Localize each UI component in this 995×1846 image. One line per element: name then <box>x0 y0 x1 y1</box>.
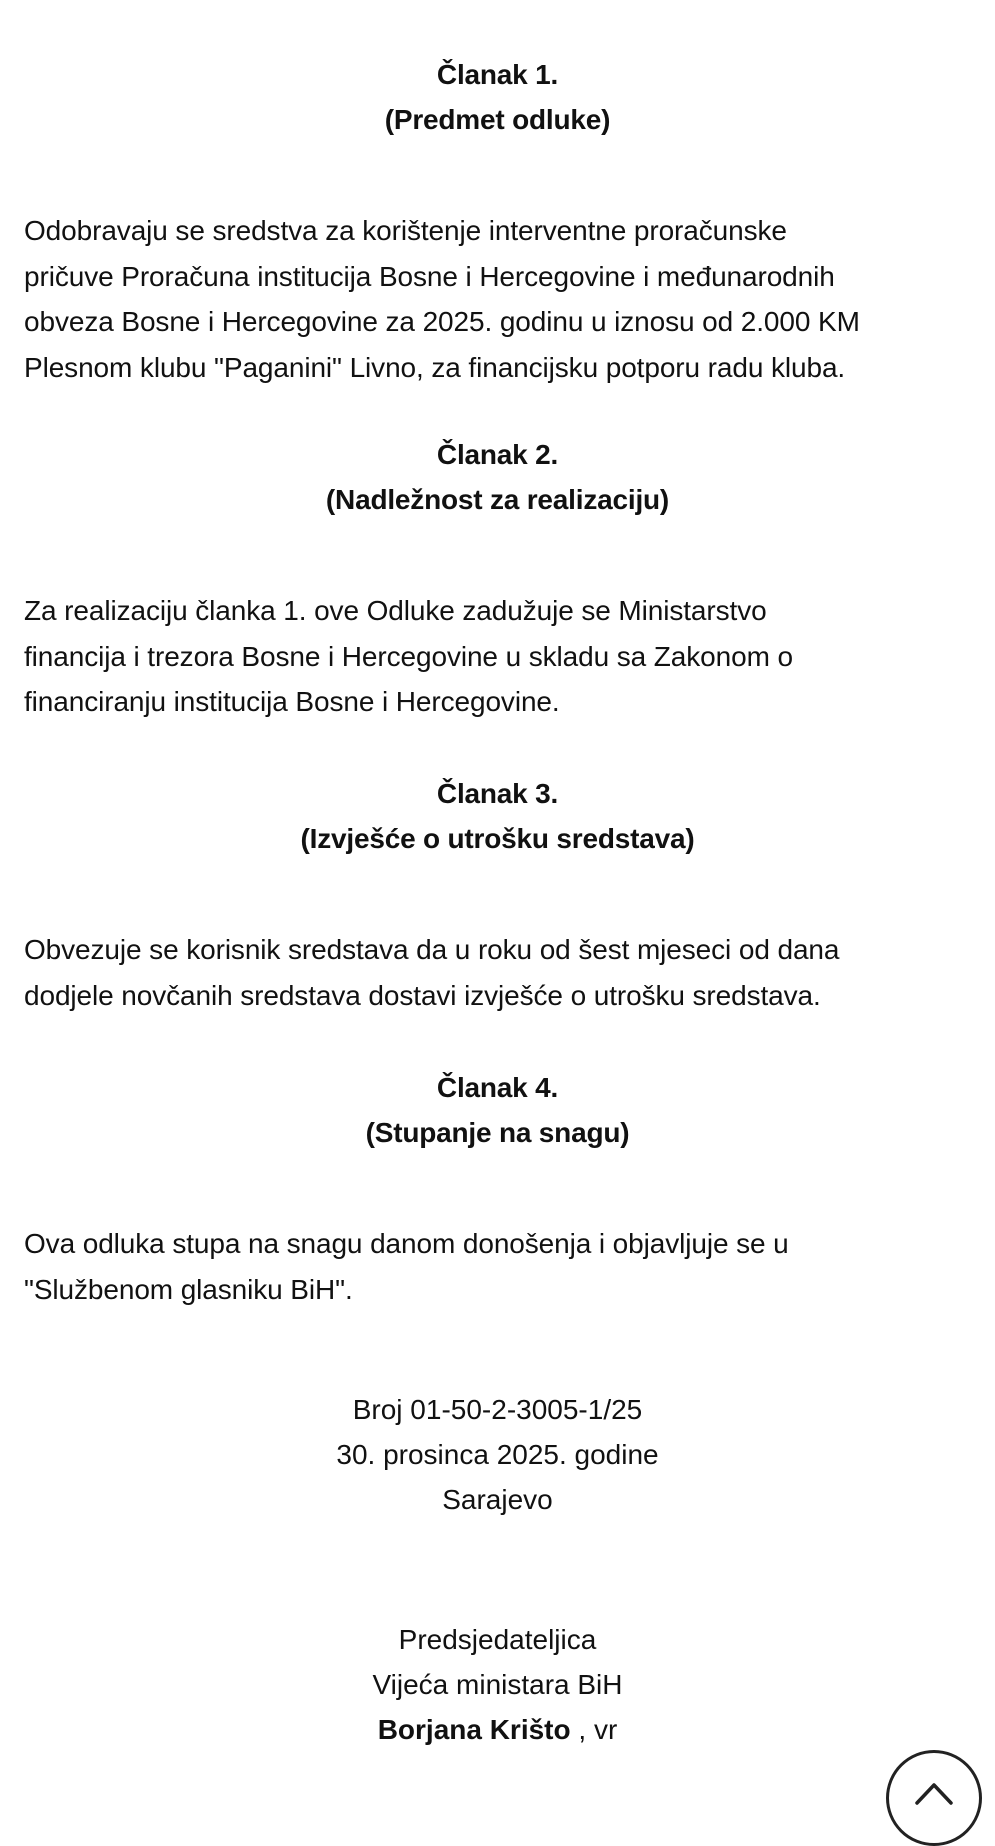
article-2-line: Za realizaciju članka 1. ove Odluke zadužuje se Ministarstvo <box>24 595 767 626</box>
article-4-line: Ova odluka stupa na snagu danom donošenja i objavljuje se u <box>24 1228 789 1259</box>
article-1-number: Članak 1. <box>436 59 559 90</box>
article-2-body <box>24 588 974 725</box>
reference-date: 30. prosinca 2025. godine <box>336 1439 659 1470</box>
reference-place: Sarajevo <box>442 1484 553 1515</box>
signature-body: Vijeća ministara BiH <box>372 1669 623 1700</box>
article-2-title: (Nadležnost za realizaciju) <box>325 484 670 515</box>
article-1-line: pričuve Proračuna institucija Bosne i Hercegovine i međunarodnih <box>24 260 835 292</box>
article-4-number: Članak 4. <box>436 1072 559 1103</box>
signature-line <box>0 1707 995 1752</box>
signatory-name: Borjana Krišto <box>377 1714 571 1745</box>
article-3-line: Obvezuje se korisnik sredstava da u roku od šest mjeseci od dana <box>24 934 840 965</box>
reference-block <box>0 1387 995 1522</box>
article-2-number: Članak 2. <box>436 439 559 470</box>
signature-role: Predsjedateljica <box>398 1624 597 1655</box>
article-4-line: "Službenom glasniku BiH". <box>24 1273 353 1305</box>
signature-suffix: , vr <box>570 1714 618 1745</box>
article-1-line: obveza Bosne i Hercegovine za 2025. godinu u iznosu od 2.000 KM <box>24 306 860 337</box>
article-1-title: (Predmet odluke) <box>384 104 611 135</box>
scroll-to-top-button[interactable] <box>886 1750 982 1846</box>
article-3-number: Članak 3. <box>436 778 559 809</box>
chevron-up-icon <box>914 1780 954 1806</box>
article-1-line: Odobravaju se sredstva za korištenje interventne proračunske <box>24 215 787 246</box>
article-4-body <box>24 1221 974 1312</box>
article-1-line: Plesnom klubu "Paganini" Livno, za financijsku potporu radu kluba. <box>24 351 846 383</box>
reference-number: Broj 01-50-2-3005-1/25 <box>352 1394 643 1425</box>
article-4-title: (Stupanje na snagu) <box>365 1117 630 1148</box>
article-2-line: financija i trezora Bosne i Hercegovine u skladu sa Zakonom o <box>24 640 793 672</box>
article-2-line: financiranju institucija Bosne i Hercegovine. <box>24 686 560 717</box>
article-3-body <box>24 927 974 1018</box>
signature-block <box>0 1617 995 1752</box>
article-3-line: dodjele novčanih sredstava dostavi izvješće o utrošku sredstava. <box>24 979 821 1011</box>
article-3-title: (Izvješće o utrošku sredstava) <box>300 823 695 854</box>
article-1-body <box>24 208 974 390</box>
